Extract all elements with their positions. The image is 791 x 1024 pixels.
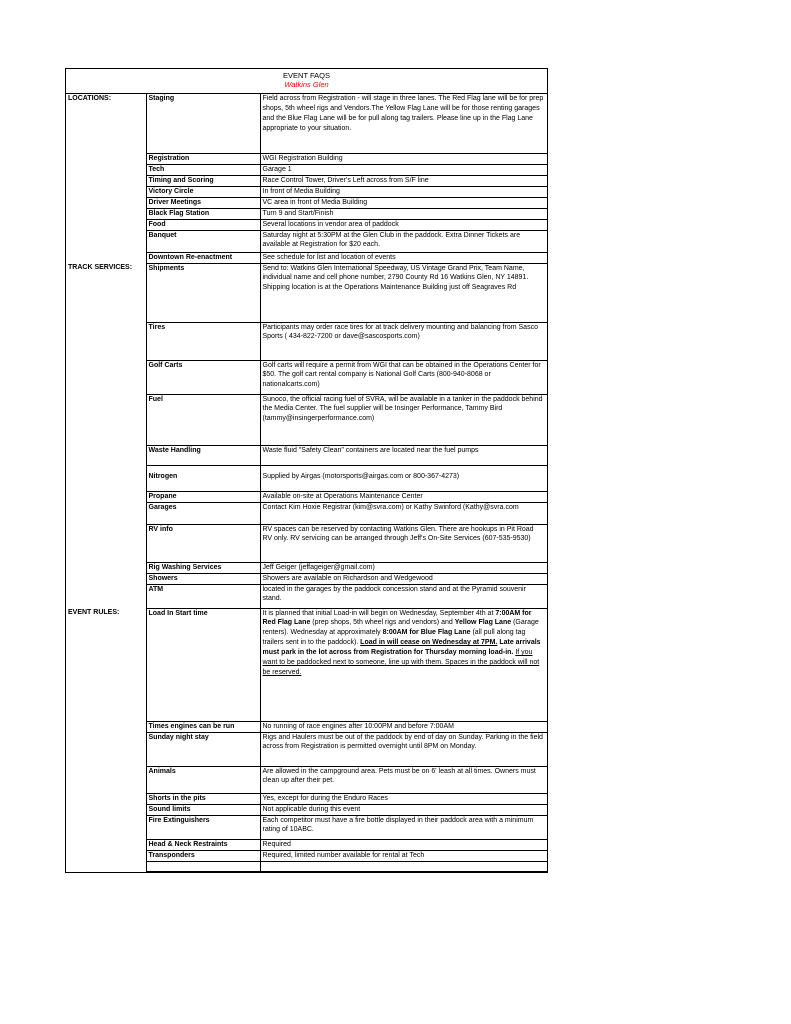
section-label-event-rules: EVENT RULES:	[68, 609, 120, 616]
table-row	[66, 766, 547, 793]
row-value: Each competitor must have a fire bottle displayed in their paddock area with a minimum rating of 10ABC.	[260, 815, 547, 839]
table-row	[66, 608, 547, 721]
table-row	[66, 394, 547, 445]
row-label: Garages	[146, 502, 260, 524]
row-value: Saturday night at 5:30PM at the Glen Club in the paddock. Extra Dinner Tickets are available at Registration for $20 each.	[260, 230, 547, 252]
table-row	[66, 839, 547, 850]
row-value: No running of race engines after 10:00PM and before 7:00AM	[260, 721, 547, 732]
row-value: Yes, except for during the Enduro Races	[260, 793, 547, 804]
table-row	[66, 584, 547, 608]
row-value: Are allowed in the campground area. Pets must be on 6' leash at all times. Owners must clean up after their pet.	[260, 766, 547, 793]
table-row	[66, 804, 547, 815]
table-row	[66, 208, 547, 219]
row-value: Supplied by Airgas (motorsports@airgas.com or 800-367-4273)	[260, 465, 547, 491]
row-value: Garage 1	[260, 164, 547, 175]
table-row	[66, 815, 547, 839]
row-label: Downtown Re-enactment	[146, 252, 260, 263]
table-row	[66, 562, 547, 573]
row-label: Tech	[146, 164, 260, 175]
row-value: located in the garages by the paddock concession stand and at the Pyramid souvenir stand.	[260, 584, 547, 608]
row-label: Timing and Scoring	[146, 175, 260, 186]
row-label: Fire Extinguishers	[146, 815, 260, 839]
sheet-header	[66, 69, 547, 94]
row-value: Sunoco, the official racing fuel of SVRA, will be available in a tanker in the paddock behind the Media Center. The fuel supplier will be Insinger Performance, Tammy Bird (tammy@insingerperformance.com)	[260, 394, 547, 445]
row-label: Waste Handling	[146, 445, 260, 465]
row-label: Victory Circle	[146, 186, 260, 197]
table-row	[66, 263, 547, 322]
row-label: Banquet	[146, 230, 260, 252]
row-value: Rigs and Haulers must be out of the paddock by end of day on Sunday. Parking in the field across from Registration is permitted overnight until 8PM on Monday.	[260, 732, 547, 766]
table-row	[66, 465, 547, 491]
row-value: Jeff Geiger (jeffageiger@gmail.com)	[260, 562, 547, 573]
table-row	[66, 502, 547, 524]
row-label: Shorts in the pits	[146, 793, 260, 804]
row-value: Waste fluid "Safety Clean" containers are located near the fuel pumps	[260, 445, 547, 465]
row-label: Registration	[146, 153, 260, 164]
row-label: Sound limits	[146, 804, 260, 815]
row-label: RV info	[146, 524, 260, 562]
row-label: Sunday night stay	[146, 732, 260, 766]
row-label: Golf Carts	[146, 360, 260, 394]
row-value: Turn 9 and Start/Finish	[260, 208, 547, 219]
row-label: Showers	[146, 573, 260, 584]
table-row-empty	[66, 861, 547, 871]
table-row	[66, 721, 547, 732]
table-row	[66, 573, 547, 584]
row-label: Staging	[146, 94, 260, 153]
page-title: EVENT FAQS	[283, 71, 330, 80]
table-row	[66, 524, 547, 562]
table-row	[66, 793, 547, 804]
table-row	[66, 445, 547, 465]
row-label: ATM	[146, 584, 260, 608]
table-row	[66, 491, 547, 502]
table-row	[66, 219, 547, 230]
table-row	[66, 153, 547, 164]
row-label: Load In Start time	[146, 608, 260, 721]
load-in-text: It is planned that initial Load-in will begin on Wednesday, September 4th at 7:00AM for Red Flag Lane (prep shops, 5th wheel rigs and vendors) and Yellow Flag Lane (Garage renters). Wednesday at approximately 8:00AM for Blue Flag Lane (all pull along tag trailers sent in to the paddock). Load in will cease on Wednesday at 7PM. Late arrivals must park in the lot across from Registration for Thursday morning load-in. If you want to be paddocked next to someone, line up with them. Spaces in the paddock will not be reserved.	[260, 608, 547, 721]
table-row	[66, 252, 547, 263]
table-row	[66, 732, 547, 766]
row-label: Shipments	[146, 263, 260, 322]
table-row	[66, 850, 547, 861]
table-row	[66, 175, 547, 186]
row-label: Fuel	[146, 394, 260, 445]
row-value: See schedule for list and location of events	[260, 252, 547, 263]
row-value: RV spaces can be reserved by contacting Watkins Glen. There are hookups in Pit Road RV only. RV servicing can be arranged through Jeff's On-Site Services (607-535-9530)	[260, 524, 547, 562]
row-value: Several locations in vendor area of paddock	[260, 219, 547, 230]
row-value: Field across from Registration - will stage in three lanes. The Red Flag lane will be for prep shops, 5th wheel rigs and Vendors.The Yellow Flag Lane will be for those renting garages and the Blue Flag Lane will be for pull along tag trailers. Please line up in the Flag Lane appropriate to your situation.	[260, 94, 547, 153]
table-row	[66, 94, 547, 153]
row-label: Times engines can be run	[146, 721, 260, 732]
row-label: Food	[146, 219, 260, 230]
row-value: WGI Registration Building	[260, 153, 547, 164]
row-label: Tires	[146, 322, 260, 360]
section-label-track-services: TRACK SERVICES:	[68, 264, 133, 271]
table-row	[66, 186, 547, 197]
row-label: Driver Meetings	[146, 197, 260, 208]
row-value: Send to: Watkins Glen International Speedway, US Vintage Grand Prix, Team Name, individual name and cell phone number, 2790 County Rd 16 Watkins Glen, NY 14891. Shipping location is at the Operations Maintenance Building just off Seagraves Rd	[260, 263, 547, 322]
row-label: Transponders	[146, 850, 260, 861]
row-label: Animals	[146, 766, 260, 793]
row-value: Available on-site at Operations Maintenance Center	[260, 491, 547, 502]
row-value: In front of Media Building	[260, 186, 547, 197]
row-value: VC area in front of Media Building	[260, 197, 547, 208]
faq-table	[66, 94, 547, 872]
row-value: Golf carts will require a permit from WGI that can be obtained in the Operations Center for $50. The golf cart rental company is National Golf Carts (800-940-8068 or nationalcarts.com)	[260, 360, 547, 394]
table-row	[66, 230, 547, 252]
row-label: Propane	[146, 491, 260, 502]
row-value: Required, limited number available for rental at Tech	[260, 850, 547, 861]
table-row	[66, 197, 547, 208]
faq-sheet	[65, 68, 548, 873]
table-row	[66, 164, 547, 175]
row-value: Participants may order race tires for at track delivery mounting and balancing from Sasco Sports ( 434-822-7200 or dave@sascosports.com)	[260, 322, 547, 360]
row-value: Race Control Tower, Driver's Left across from S/F line	[260, 175, 547, 186]
table-row	[66, 322, 547, 360]
row-value: Showers are available on Richardson and Wedgewood	[260, 573, 547, 584]
table-row	[66, 360, 547, 394]
row-label: Black Flag Station	[146, 208, 260, 219]
row-label: Head & Neck Restraints	[146, 839, 260, 850]
row-value: Required	[260, 839, 547, 850]
row-label: Rig Washing Services	[146, 562, 260, 573]
row-label: Nitrogen	[146, 465, 260, 491]
section-label-locations: LOCATIONS:	[68, 95, 112, 102]
row-value: Not applicable during this event	[260, 804, 547, 815]
row-value: Contact Kim Hoxie Registrar (kim@svra.com) or Kathy Swinford (Kathy@svra.com	[260, 502, 547, 524]
page-subtitle: Watkins Glen	[284, 80, 329, 89]
